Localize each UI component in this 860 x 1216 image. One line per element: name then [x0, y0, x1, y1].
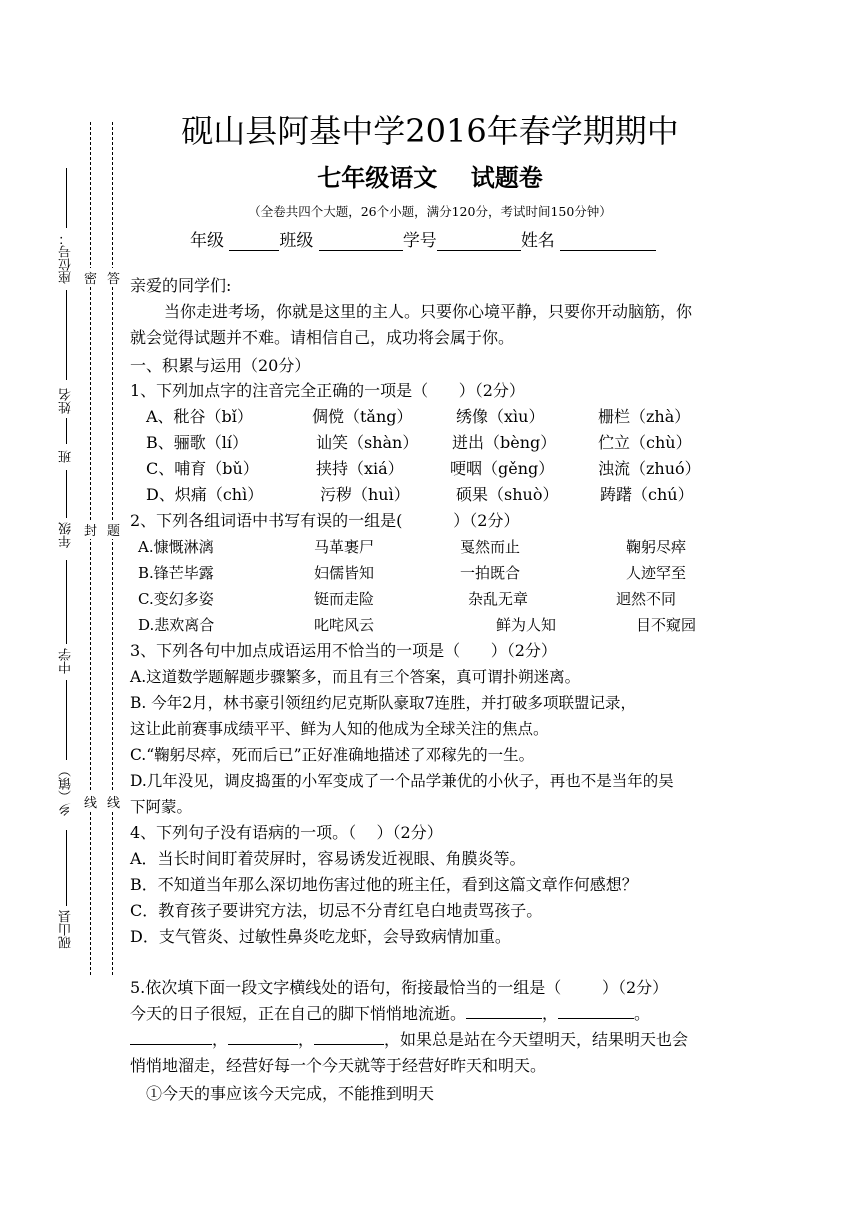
intro-line-2: 就会觉得试题并不难。请相信自己，成功将会属于你。 [130, 328, 515, 347]
q3-opt-b-line2: 这让此前赛事成绩平平、鲜为人知的他成为全球关注的焦点。 [130, 720, 549, 738]
margin-class-label: 班 [59, 450, 74, 463]
margin-county-label: 砚山县 [59, 910, 74, 949]
q2-c-4: 迥然不同 [616, 590, 677, 608]
q2-c-1: C.变幻多姿 [138, 590, 214, 608]
q5-blank-5[interactable] [314, 1044, 384, 1045]
class-fill-line [66, 418, 67, 444]
school-fill-line [66, 560, 67, 644]
number-blank[interactable] [437, 232, 521, 251]
q1-d-2: 污秽（huì） [320, 485, 410, 504]
q1-d-1: D、炽痛（chì） [146, 485, 264, 504]
name-fill-line [66, 290, 67, 380]
q2-a-2: 马革裹尸 [314, 538, 375, 556]
q3-opt-c: C.“鞠躬尽瘁，死而后已”正好准确地描述了邓稼先的一生。 [130, 746, 535, 764]
q1-b-1: B、骊歌（lí） [146, 433, 248, 452]
name-blank[interactable] [560, 232, 656, 251]
q5-stem: 5.依次填下面一段文字横线处的语句，衔接最恰当的一组是（ ）（2分） [130, 978, 669, 997]
q5-blank-4[interactable] [228, 1044, 298, 1045]
margin-grade-label: 年级 [59, 522, 74, 548]
q4-opt-a: A．当长时间盯着荧屏时，容易诱发近视眼、角膜炎等。 [130, 849, 526, 868]
q5-line-2-text: ，如果总是站在今天望明天，结果明天也会 [384, 1030, 689, 1049]
q4-opt-d: D．支气管炎、过敏性鼻炎吃龙虾，会导致病情加重。 [130, 927, 511, 946]
seal-line-inner [112, 122, 113, 975]
exam-note: （全卷共四个大题，26个小题，满分120分，考试时间150分钟） [248, 204, 612, 219]
q2-d-4: 目不窥园 [636, 616, 697, 634]
q1-c-4: 浊流（zhuó） [598, 459, 701, 478]
exam-subtitle: 七年级语文 试题卷 [317, 163, 543, 192]
q3-stem: 3、下列各句中加点成语运用不恰当的一项是（ ）（2分） [130, 641, 557, 660]
q4-opt-b: B．不知道当年那么深切地伤害过他的班主任，看到这篇文章作何感想？ [130, 875, 638, 894]
class-blank[interactable] [319, 232, 403, 251]
q1-a-3: 绣像（xìu） [456, 407, 545, 426]
seal-char-da: 答 [106, 268, 121, 287]
q1-a-4: 栅栏（zhà） [598, 407, 691, 426]
seal-line-outer [90, 122, 91, 975]
q5-line-2: ， ， ，如果总是站在今天望明天，结果明天也会 [130, 1027, 688, 1053]
q2-stem: 2、下列各组词语中书写有误的一组是( ）（2分） [130, 511, 520, 530]
q2-a-4: 鞠躬尽瘁 [626, 538, 687, 556]
q2-c-2: 铤而走险 [314, 590, 375, 608]
q4-opt-c: C．教育孩子要讲究方法，切忌不分青红皂白地责骂孩子。 [130, 901, 543, 920]
q2-b-3: 一拍既合 [460, 564, 521, 582]
margin-school-label: 中学 [59, 648, 74, 674]
q5-line-1-text: 今天的日子很短，正在自己的脚下悄悄地流逝。 [130, 1004, 467, 1023]
q3-opt-d-line2: 下阿蒙。 [130, 798, 193, 816]
q5-blank-1[interactable] [466, 1018, 542, 1019]
q2-a-3: 戛然而止 [460, 538, 521, 556]
q1-c-3: 哽咽（gěng） [450, 459, 555, 478]
q1-d-3: 硕果（shuò） [456, 485, 559, 504]
class-label: 班级 [279, 231, 314, 251]
q5-line-3: 悄悄地溜走，经营好每一个今天就等于经营好昨天和明天。 [130, 1056, 547, 1075]
grade-fill-line [66, 470, 67, 518]
q2-a-1: A.慷慨淋漓 [138, 538, 214, 556]
q2-d-3: 鲜为人知 [496, 616, 557, 634]
q3-opt-d-line1: D.几年没见，调皮捣蛋的小军变成了一个品学兼优的小伙子，再也不是当年的吴 [130, 772, 674, 790]
q2-d-1: D.悲欢离合 [138, 616, 215, 634]
q1-b-3: 迸出（bèng） [452, 433, 557, 452]
name-label: 姓名 [520, 231, 555, 251]
q1-c-2: 挟持（xiá） [316, 459, 404, 478]
number-label: 学号 [402, 231, 437, 251]
seal-char-xian: 线 [83, 792, 98, 811]
grade-label: 年级 [190, 231, 224, 251]
grade-blank[interactable] [229, 232, 279, 251]
q2-d-2: 叱咤风云 [314, 616, 375, 634]
town-fill-line [66, 680, 67, 760]
q5-line-1: 今天的日子很短，正在自己的脚下悄悄地流逝。 ， 。 [130, 1004, 651, 1023]
q1-a-1: A、秕谷（bǐ） [146, 407, 253, 426]
q1-c-1: C、哺育（bǔ） [146, 459, 259, 478]
margin-seat-label: 座位号： [59, 232, 74, 284]
seal-char-feng: 封 [83, 520, 98, 539]
county-fill-line [66, 830, 67, 906]
q5-blank-3[interactable] [130, 1044, 212, 1045]
q1-b-4: 伫立（chù） [598, 433, 692, 452]
q1-stem: 1、下列加点字的注音完全正确的一项是（ ）（2分） [130, 381, 525, 400]
q5-blank-2[interactable] [558, 1018, 634, 1019]
q1-d-4: 踌躇（chú） [600, 485, 694, 504]
section-1-heading: 一、积累与运用（20分） [130, 356, 311, 375]
q2-b-2: 妇儒皆知 [314, 564, 375, 582]
q2-b-1: B.锋芒毕露 [138, 564, 214, 582]
q2-b-4: 人迹罕至 [626, 564, 687, 582]
margin-name-label: 姓名 [59, 388, 74, 414]
q1-b-2: 讪笑（shàn） [316, 433, 419, 452]
seal-char-mi: 密 [83, 268, 98, 287]
q4-stem: 4、下列句子没有语病的一项。（ ）（2分） [130, 823, 443, 842]
q5-option-1: ①今天的事应该今天完成，不能推到明天 [146, 1084, 435, 1103]
margin-town-label: 乡（镇） [59, 764, 74, 816]
q2-c-3: 杂乱无章 [468, 590, 529, 608]
greeting: 亲爱的同学们: [130, 276, 232, 295]
intro-line-1: 当你走进考场，你就是这里的主人。只要你心境平静，只要你开动脑筋，你 [164, 302, 693, 321]
q1-a-2: 倜傥（tǎng） [312, 407, 413, 426]
seal-char-ti: 题 [106, 520, 121, 539]
student-info-row [190, 226, 656, 251]
q3-opt-a: A.这道数学题解题步骤繁多，而且有三个答案，真可谓扑朔迷离。 [130, 668, 581, 686]
q3-opt-b-line1: B. 今年2月，林书豪引领纽约尼克斯队豪取7连胜，并打破多项联盟记录， [130, 694, 636, 712]
seal-char-xian2: 线 [106, 792, 121, 811]
exam-title: 砚山县阿基中学2016年春学期期中 [181, 112, 679, 150]
